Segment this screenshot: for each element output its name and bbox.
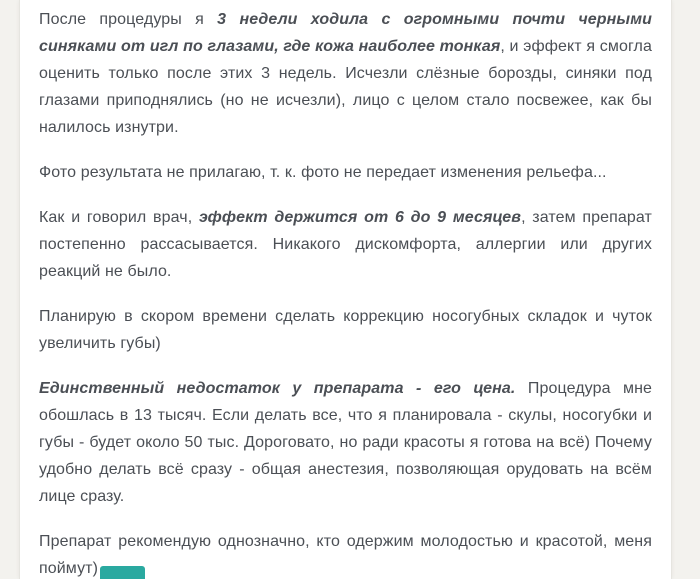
body-text: Как и говорил врач, xyxy=(39,209,199,226)
body-text: Планирую в скором времени сделать коррекцию носогубных складок и чуток увеличить губы) xyxy=(39,308,652,352)
review-paragraph xyxy=(39,6,652,141)
review-paragraph xyxy=(39,375,652,510)
body-text: Процедура мне обошлась в 13 тысяч. Если делать все, что я планировала - скулы, носогубки и губы - будет около 50 тыс. Дороговато, но ради красоты я готова на всё) Почему удобно делать всё сразу - общая анестезия, позволяющая орудовать на всём лице сразу. xyxy=(39,380,652,505)
emphasized-text: эффект держится от 6 до 9 месяцев xyxy=(198,209,522,226)
review-paragraph xyxy=(39,204,652,285)
review-paragraph xyxy=(39,303,652,357)
emphasized-text: Единственный недостаток у препарата - его цена. xyxy=(39,380,516,397)
body-text: , и эффект я смогла оценить только после этих 3 недель. Исчезли слёзные борозды, синяки под глазами приподнялись (но не исчезли), лицо с целом стало посвежее, как бы налилось изнутри. xyxy=(39,38,652,136)
body-text: После процедуры я xyxy=(39,11,218,28)
review-body xyxy=(39,6,652,579)
body-text: , затем препарат постепенно рассасывается. Никакого дискомфорта, аллергии или других реакций не было. xyxy=(39,209,652,280)
review-card xyxy=(19,0,672,579)
cutoff-action-button[interactable] xyxy=(100,566,145,579)
review-paragraph xyxy=(39,159,652,186)
emphasized-text: 3 недели ходила с огромными почти черными синяками от игл по глазами, где кожа наиболее тонкая xyxy=(39,11,653,55)
body-text: Фото результата не прилагаю, т. к. фото не передает изменения рельефа... xyxy=(39,164,607,181)
body-text: Препарат рекомендую однозначно, кто одержим молодостью и красотой, меня поймут) xyxy=(39,533,652,577)
